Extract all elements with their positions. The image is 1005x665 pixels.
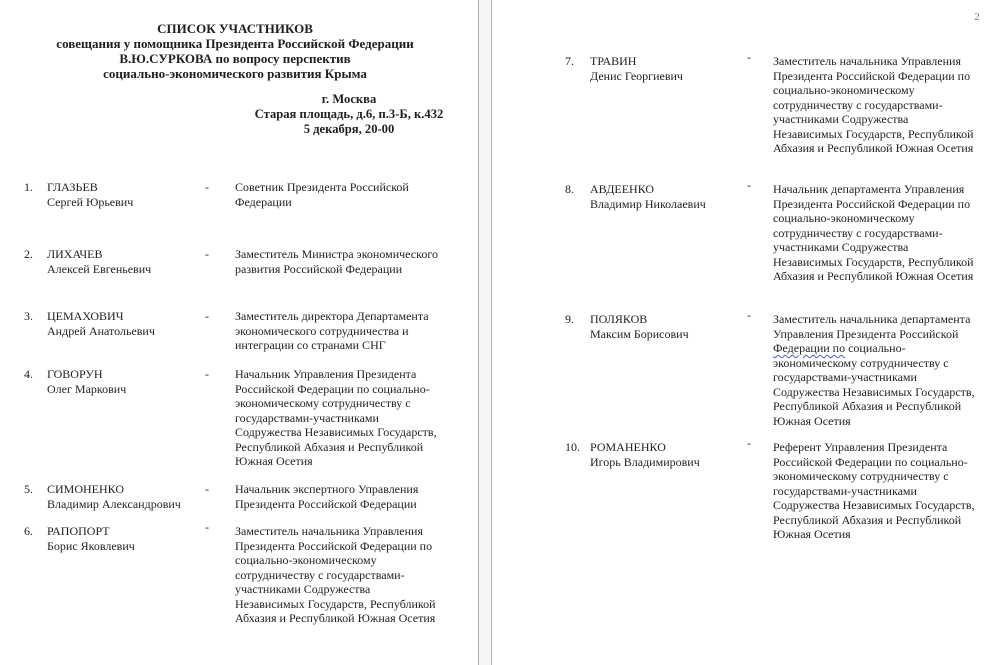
participant-number: 3. bbox=[24, 309, 33, 323]
doc-subtitle-line1: совещания у помощника Президента Российской Федерации bbox=[56, 36, 414, 51]
participant-role: Заместитель начальника Управления Президента Российской Федерации по социально-экономическому сотрудничеству с государствами-участниками Содружества Независимых Государств, Республикой Абхазия и Республикой Южная Осетия bbox=[773, 54, 974, 155]
participant-given-name: Сергей Юрьевич bbox=[47, 194, 134, 209]
participant-row-9 bbox=[565, 308, 977, 428]
participant-surname: СИМОНЕНКО bbox=[47, 482, 125, 496]
grammar-squiggle-text: Федерации по bbox=[773, 341, 846, 355]
role-text-after: социально-экономическому сотрудничеству с государствами-участниками Содружества Независимых Государств, Республикой Абхазия и Республикой Южная Осетия bbox=[773, 341, 975, 428]
participant-name bbox=[47, 247, 205, 276]
participant-surname: АВДЕЕНКО bbox=[590, 182, 655, 196]
separator-dash: - bbox=[205, 309, 209, 323]
participant-role bbox=[773, 312, 977, 428]
participant-role: Заместитель начальника Управления Президента Российской Федерации по социально-экономическому сотрудничеству с государствами-участниками Содружества Независимых Государств, Республикой Абхазия и Республикой Южная Осетия bbox=[235, 524, 436, 625]
participant-given-name: Владимир Александрович bbox=[47, 496, 181, 511]
doc-subtitle-line3: социально-экономического развития Крыма bbox=[103, 66, 367, 81]
participant-surname: РОМАНЕНКО bbox=[590, 440, 666, 454]
participant-given-name: Андрей Анатольевич bbox=[47, 323, 155, 338]
participant-row-4 bbox=[24, 367, 443, 469]
participant-row-7 bbox=[565, 50, 977, 156]
separator-dash: - bbox=[205, 520, 209, 534]
participant-surname: ЦЕМАХОВИЧ bbox=[47, 309, 124, 323]
participant-name bbox=[47, 482, 205, 511]
participant-row-2 bbox=[24, 247, 443, 276]
participant-role: Советник Президента Российской Федерации bbox=[235, 180, 409, 209]
participant-name bbox=[590, 440, 747, 469]
participant-number: 8. bbox=[565, 182, 574, 196]
participant-number: 7. bbox=[565, 54, 574, 68]
participant-name bbox=[47, 180, 205, 209]
venue-address: Старая площадь, д.6, п.3-Б, к.432 bbox=[254, 107, 444, 121]
participant-surname: ПОЛЯКОВ bbox=[590, 312, 648, 326]
participant-number: 9. bbox=[565, 312, 574, 326]
participant-given-name: Алексей Евгеньевич bbox=[47, 261, 152, 276]
participant-row-3 bbox=[24, 309, 443, 353]
separator-dash: - bbox=[747, 308, 751, 322]
participant-name bbox=[590, 312, 747, 341]
participant-name bbox=[590, 182, 747, 211]
participant-role: Начальник экспертного Управления Президента Российской Федерации bbox=[235, 482, 419, 511]
separator-dash: - bbox=[747, 50, 751, 64]
role-text-before: Заместитель начальника департамента Управления Президента Российской bbox=[773, 312, 971, 341]
participant-row-5 bbox=[24, 482, 443, 511]
venue-city: г. Москва bbox=[321, 92, 377, 106]
venue-block bbox=[238, 92, 460, 137]
participant-number: 2. bbox=[24, 247, 33, 261]
participant-row-6 bbox=[24, 520, 443, 626]
participant-number: 10. bbox=[565, 440, 580, 454]
participant-number: 5. bbox=[24, 482, 33, 496]
participant-given-name: Максим Борисович bbox=[590, 326, 689, 341]
participant-name bbox=[47, 367, 205, 396]
participant-row-1 bbox=[24, 180, 443, 209]
doc-subtitle-line2: В.Ю.СУРКОВА по вопросу перспектив bbox=[119, 51, 351, 66]
participant-surname: ГОВОРУН bbox=[47, 367, 103, 381]
participant-row-10 bbox=[565, 436, 977, 542]
page-number: 2 bbox=[974, 11, 980, 23]
participant-role: Заместитель Министра экономического развития Российской Федерации bbox=[235, 247, 438, 276]
participant-given-name: Борис Яковлевич bbox=[47, 538, 135, 553]
participant-number: 1. bbox=[24, 180, 33, 194]
participant-given-name: Владимир Николаевич bbox=[590, 196, 706, 211]
participant-surname: ТРАВИН bbox=[590, 54, 637, 68]
participant-given-name: Игорь Владимирович bbox=[590, 454, 700, 469]
separator-dash: - bbox=[205, 247, 209, 261]
separator-dash: - bbox=[205, 482, 209, 496]
venue-datetime: 5 декабря, 20-00 bbox=[303, 122, 395, 136]
doc-header bbox=[0, 21, 470, 81]
participant-surname: ЛИХАЧЕВ bbox=[47, 247, 103, 261]
participant-name bbox=[47, 309, 205, 338]
participant-number: 6. bbox=[24, 524, 33, 538]
participant-name bbox=[590, 54, 747, 83]
participant-role: Заместитель директора Департамента экономического сотрудничества и интеграции со странами СНГ bbox=[235, 309, 429, 352]
separator-dash: - bbox=[747, 436, 751, 450]
doc-title: СПИСОК УЧАСТНИКОВ bbox=[157, 21, 313, 36]
participant-role: Начальник Управления Президента Российской Федерации по социально-экономическому сотрудничеству с государствами-участниками Содружества Независимых Государств, Республикой Абхазия и Республикой Южная Осетия bbox=[235, 367, 437, 468]
separator-dash: - bbox=[205, 180, 209, 194]
participant-given-name: Олег Маркович bbox=[47, 381, 127, 396]
separator-dash: - bbox=[747, 178, 751, 192]
participant-row-8 bbox=[565, 178, 977, 284]
separator-dash: - bbox=[205, 367, 209, 381]
participant-given-name: Денис Георгиевич bbox=[590, 68, 683, 83]
participant-number: 4. bbox=[24, 367, 33, 381]
page-gutter bbox=[478, 0, 492, 665]
participant-surname: ГЛАЗЬЕВ bbox=[47, 180, 98, 194]
participant-surname: РАПОПОРТ bbox=[47, 524, 110, 538]
participant-role: Начальник департамента Управления Президента Российской Федерации по социально-экономическому сотрудничеству с государствами-участниками Содружества Независимых Государств, Республикой Абхазия и Республикой Южная Осетия bbox=[773, 182, 974, 283]
participant-role: Референт Управления Президента Российской Федерации по социально-экономическому сотрудничеству с государствами-участниками Содружества Независимых Государств, Республикой Абхазия и Республикой Южная Осетия bbox=[773, 440, 975, 541]
participant-name bbox=[47, 524, 205, 553]
